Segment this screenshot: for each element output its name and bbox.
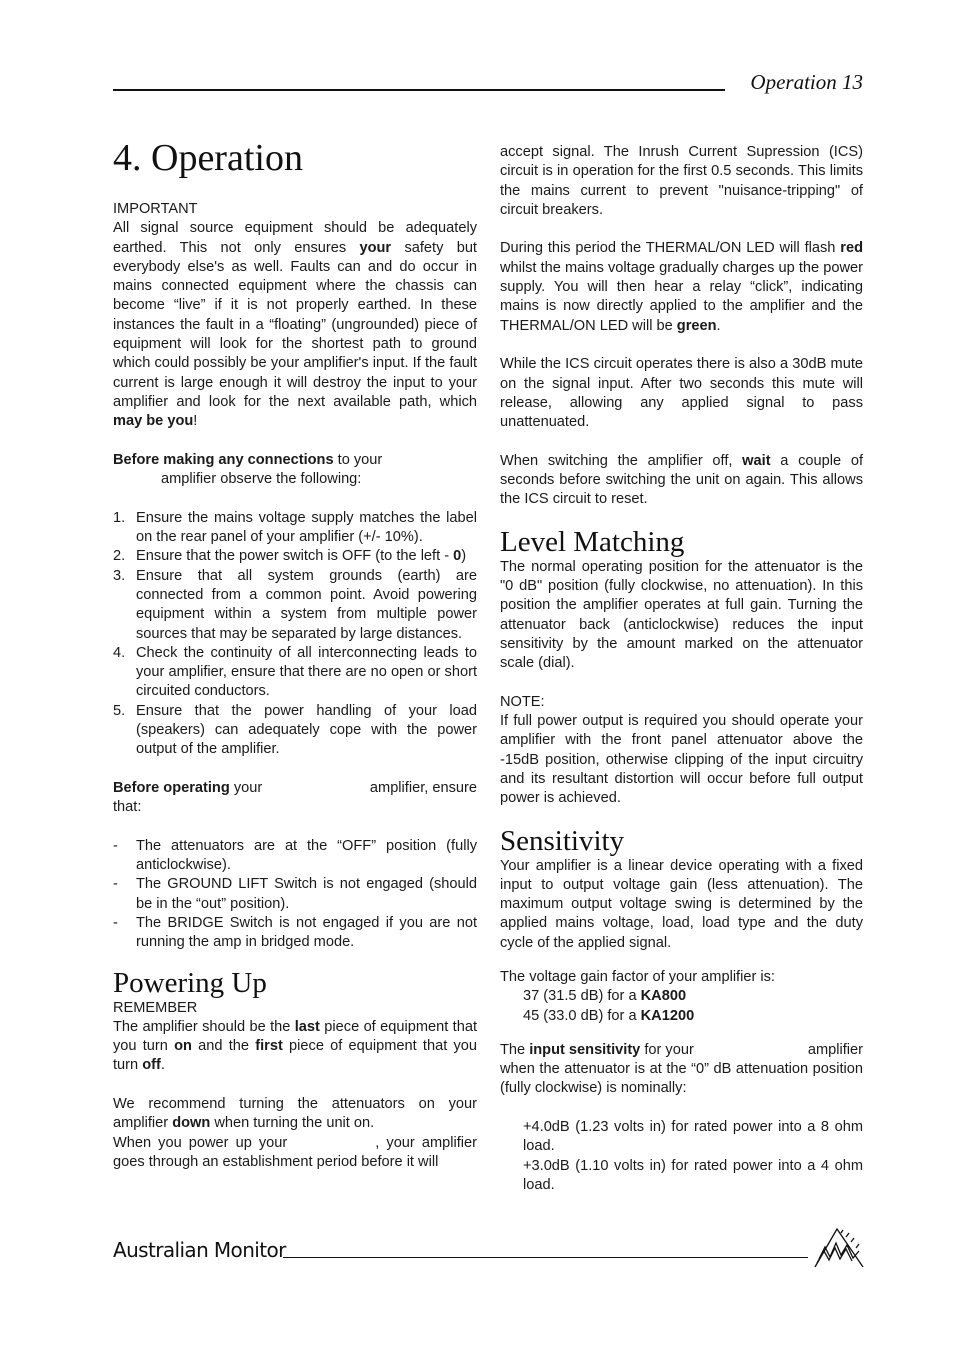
input-sensitivity-rest: when the attenuator is at the “0” dB attenuation position (fully clockwise) is nominally: xyxy=(500,1061,863,1097)
running-header: Operation 13 xyxy=(750,70,863,94)
section-heading-sensitivity: Sensitivity xyxy=(500,824,625,857)
list-item: - The attenuators are at the “OFF” position (fully anticlockwise). xyxy=(113,837,477,874)
list-item: 4. Check the continuity of all interconnecting leads to your amplifier, ensure that there are no open or short circuited conductors. xyxy=(113,644,477,700)
before-connections-line2: amplifier observe the following: xyxy=(161,471,362,488)
note-paragraph: If full power output is required you should operate your amplifier with the front panel attenuator above the -15dB position, otherwise clipping of the input circuitry and its resultant distortion will occur before full output power is achieved. xyxy=(500,713,863,807)
spec-4-ohm: +3.0dB (1.10 volts in) for rated power into a 4 ohm load. xyxy=(523,1157,863,1193)
gain-ka800: 37 (31.5 dB) for a KA800 xyxy=(523,988,687,1005)
section-heading-level-matching: Level Matching xyxy=(500,525,685,558)
brand-wordmark: Australian Monitor xyxy=(113,1238,286,1262)
section-heading-powering-up: Powering Up xyxy=(113,966,267,999)
list-item: 1. Ensure the mains voltage supply matches the label on the rear panel of your amplifier (+/- 10%). xyxy=(113,509,477,546)
mute-paragraph: While the ICS circuit operates there is also a 30dB mute on the signal input. After two seconds this mute will release, allowing any applied signal to pass unattenuated. xyxy=(500,356,863,431)
list-item: - The BRIDGE Switch is not engaged if you are not running the amp in bridged mode. xyxy=(113,914,477,951)
gain-ka1200: 45 (33.0 dB) for a KA1200 xyxy=(523,1007,695,1024)
list-item: - The GROUND LIFT Switch is not engaged (should be in the “out” position). xyxy=(113,876,477,912)
right-column xyxy=(500,143,863,1195)
ics-paragraph: accept signal. The Inrush Current Supression (ICS) circuit is in operation for the first 0.5 seconds. This limits the mains current to prevent "nuisance-tripping" of circuit breakers. xyxy=(500,144,863,218)
before-connections-line1: Before making any connections to your xyxy=(113,451,383,468)
connection-steps-list xyxy=(113,509,477,760)
power-up-paragraph: When you power up your , your amplifier goes through an establishment period before it will xyxy=(113,1134,477,1170)
list-item: 5. Ensure that the power handling of your load (speakers) can adequately cope with the power output of the amplifier. xyxy=(113,702,477,758)
remember-label: REMEMBER xyxy=(113,999,198,1016)
list-item: 2. Ensure that the power switch is OFF (to the left - 0) xyxy=(113,548,467,565)
switch-off-paragraph: When switching the amplifier off, wait a couple of seconds before switching the unit on again. This allows the ICS circuit to reset. xyxy=(500,452,863,508)
important-paragraph: All signal source equipment should be adequately earthed. This not only ensures your safety but everybody else's as well. Faults can and do occur in mains connected equipment where the chassis can become “live” if it is not properly earthed. In these instances the fault in a “floating” (ungrounded) piece of equipment will look for the shortest path to ground which could possibly be your amplifier's input. If the fault current is large enough it will destroy the input to your amplifier and look for the next available path, which may be you! xyxy=(113,220,477,430)
important-label: IMPORTANT xyxy=(113,201,198,217)
gain-intro: The voltage gain factor of your amplifier is: xyxy=(500,968,775,985)
input-sensitivity-line1: The input sensitivity for your amplifier xyxy=(500,1041,863,1058)
header-rule xyxy=(113,89,725,91)
footer-rule xyxy=(283,1257,808,1258)
before-operating-line1: Before operating your amplifier, ensure xyxy=(113,779,477,796)
chapter-title: 4. Operation xyxy=(113,137,303,179)
before-operating-line2: that: xyxy=(113,799,142,816)
thermal-led-paragraph: During this period the THERMAL/ON LED will flash red whilst the mains voltage gradually charges up the power supply. You will then hear a relay “click”, indicating mains is now directly applied to the amplifier and the THERMAL/ON LED will be green. xyxy=(500,240,863,334)
note-label: NOTE: xyxy=(500,693,545,710)
list-item: 3. Ensure that all system grounds (earth) are connected from a common point. Avoid powering equipment within a system from multiple power sources that may be separated by large distances. xyxy=(113,567,477,642)
sensitivity-paragraph: Your amplifier is a linear device operating with a fixed input to output voltage gain (less attenuation). The maximum output voltage swing is determined by the applied mains voltage, load, load type and the duty cycle of the applied signal. xyxy=(500,857,863,951)
left-column xyxy=(113,136,477,1172)
level-matching-paragraph: The normal operating position for the attenuator is the "0 dB" position (fully clockwise, no attenuation). In this position the amplifier operates at full gain. Turning the attenuator back (anticlockwise) reduces the input sensitivity by the amount marked on the attenuator scale (dial). xyxy=(500,558,863,672)
remember-paragraph: The amplifier should be the last piece of equipment that you turn on and the first piece of equipment that you turn off. xyxy=(113,1018,477,1074)
recommend-paragraph: We recommend turning the attenuators on your amplifier down when turning the unit on. xyxy=(113,1096,477,1132)
spec-8-ohm: +4.0dB (1.23 volts in) for rated power into a 8 ohm load. xyxy=(523,1119,863,1155)
pre-operation-checklist xyxy=(113,837,477,953)
australian-monitor-logo-icon xyxy=(813,1225,865,1269)
